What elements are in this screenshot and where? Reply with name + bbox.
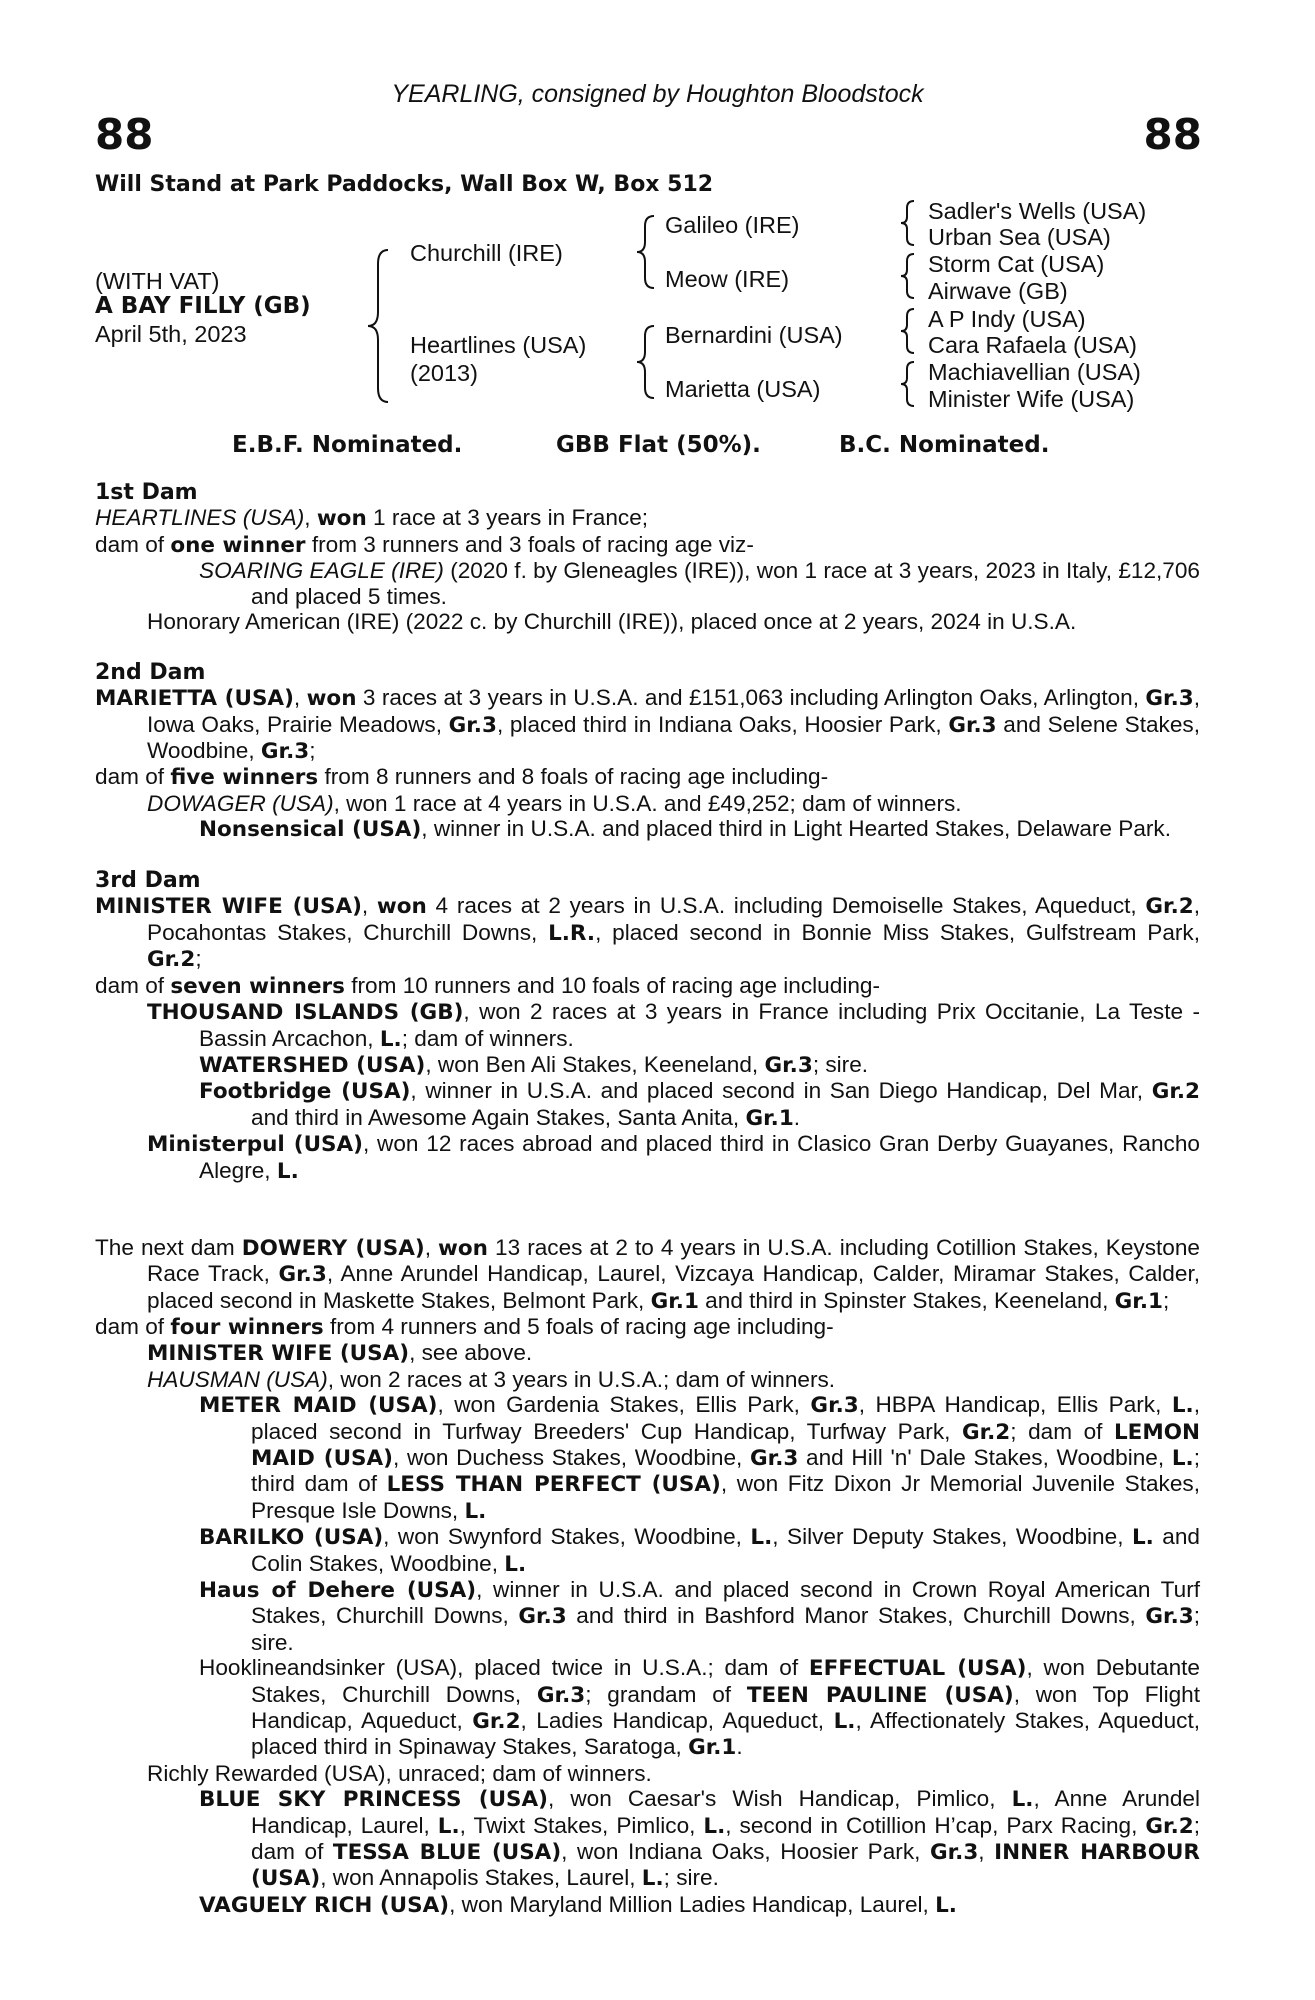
- first-dam-heading: 1st Dam: [95, 480, 198, 505]
- ancestor-6: Cara Rafaela (USA): [928, 332, 1137, 358]
- second-dam-section: [95, 660, 1200, 843]
- offspring-dowager: DOWAGER (USA), won 1 race at 4 years in U.S.A. and £49,252; dam of winners.: [147, 790, 962, 816]
- third-dam-heading: 3rd Dam: [95, 868, 201, 894]
- sire: Churchill (IRE): [410, 240, 563, 266]
- offspring-nonsensical: Nonsensical (USA), winner in U.S.A. and placed third in Light Hearted Stakes, Delaware Park.: [199, 816, 1172, 843]
- nomination-bc: B.C. Nominated.: [839, 432, 1050, 458]
- third-dam-section: [95, 868, 1200, 1184]
- brace-g1: [898, 198, 918, 248]
- dam-sire: Bernardini (USA): [665, 322, 843, 348]
- dam-dam: Marietta (USA): [665, 376, 821, 402]
- brace-sire: [634, 212, 658, 292]
- horse-name: A BAY FILLY (GB): [95, 293, 311, 319]
- nomination-gbb: GBB Flat (50%).: [556, 432, 761, 458]
- sire-sire: Galileo (IRE): [665, 212, 800, 238]
- foaling-date: April 5th, 2023: [95, 321, 247, 347]
- brace-g2: [898, 251, 918, 301]
- sire-dam: Meow (IRE): [665, 266, 790, 292]
- brace-gen1: [364, 246, 394, 406]
- offspring-haus-of-dehere: Haus of Dehere (USA), winner in U.S.A. and placed second in Crown Royal American Turf Stakes, Churchill Downs, Gr.3 and third in Bashford Manor Stakes, Churchill Downs, Gr.3; sire.: [199, 1577, 1200, 1655]
- offspring-meter-maid: METER MAID (USA), won Gardenia Stakes, Ellis Park, Gr.3, HBPA Handicap, Ellis Park, L., placed second in Turfway Breeders' Cup Handicap, Turfway Park, Gr.2; dam of LEMON MAID (USA), won Duchess Stakes, Woodbine, Gr.3 and Hill 'n' Dale Stakes, Woodbine, L.; third dam of LESS THAN PERFECT (USA), won Fitz Dixon Jr Memorial Juvenile Stakes, Presque Isle Downs, L.: [199, 1392, 1201, 1524]
- next-dam-section: [95, 1235, 1200, 1919]
- next-dam-produce: dam of four winners from 4 runners and 5 foals of racing age including-: [95, 1313, 834, 1340]
- offspring-soaring-eagle: SOARING EAGLE (IRE) (2020 f. by Gleneagles (IRE)), won 1 race at 3 years, 2023 in Italy, £12,706 and placed 5 times.: [199, 558, 1200, 609]
- offspring-watershed: WATERSHED (USA), won Ben Ali Stakes, Keeneland, Gr.3; sire.: [199, 1051, 869, 1078]
- third-dam-record: MINISTER WIFE (USA), won 4 races at 2 years in U.S.A. including Demoiselle Stakes, Aqueduct, Gr.2, Pocahontas Stakes, Churchill Downs, L.R., placed second in Bonnie Miss Stakes, Gulfstream Park, Gr.2;: [95, 893, 1200, 973]
- ancestor-8: Minister Wife (USA): [928, 386, 1135, 412]
- ancestor-4: Airwave (GB): [928, 278, 1068, 304]
- ancestor-1: Sadler's Wells (USA): [928, 198, 1147, 224]
- first-dam-record: HEARTLINES (USA), won 1 race at 3 years in France;: [95, 505, 649, 532]
- offspring-vaguely-rich: VAGUELY RICH (USA), won Maryland Million Ladies Handicap, Laurel, L.: [199, 1891, 957, 1918]
- second-dam-record: MARIETTA (USA), won 3 races at 3 years in U.S.A. and £151,063 including Arlington Oaks, Arlington, Gr.3, Iowa Oaks, Prairie Meadows, Gr.3, placed third in Indiana Oaks, Hoosier Park, Gr.3 and Selene Stakes, Woodbine, Gr.3;: [95, 685, 1200, 765]
- won-label: won: [316, 506, 367, 532]
- offspring-blue-sky-princess: BLUE SKY PRINCESS (USA), won Caesar's Wish Handicap, Pimlico, L., Anne Arundel Handicap, Laurel, L., Twixt Stakes, Pimlico, L., second in Cotillion H’cap, Parx Racing, Gr.2; dam of TESSA BLUE (USA), won Indiana Oaks, Hoosier Park, Gr.3, INNER HARBOUR (USA), won Annapolis Stakes, Laurel, L.; sire.: [199, 1786, 1200, 1892]
- ancestor-7: Machiavellian (USA): [928, 359, 1141, 385]
- nomination-ebf: E.B.F. Nominated.: [232, 432, 463, 458]
- offspring-hausman: HAUSMAN (USA), won 2 races at 3 years in U.S.A.; dam of winners.: [147, 1366, 836, 1392]
- vat-note: (WITH VAT): [95, 268, 220, 294]
- brace-g4: [898, 359, 918, 409]
- offspring-footbridge: Footbridge (USA), winner in U.S.A. and placed second in San Diego Handicap, Del Mar, Gr.2 and third in Awesome Again Stakes, Santa Anita, Gr.1.: [199, 1078, 1200, 1131]
- second-dam-produce: dam of five winners from 8 runners and 8 foals of racing age including-: [95, 764, 829, 791]
- dam: Heartlines (USA): [410, 332, 587, 358]
- first-dam-produce: dam of one winner from 3 runners and 3 foals of racing age viz-: [95, 531, 754, 558]
- offspring-thousand-islands: THOUSAND ISLANDS (GB), won 2 races at 3 years in France including Prix Occitanie, La Teste - Bassin Arcachon, L.; dam of winners.: [147, 999, 1200, 1052]
- stabling-info: Will Stand at Park Paddocks, Wall Box W, Box 512: [95, 172, 714, 197]
- offspring-hooklineandsinker: Hooklineandsinker (USA), placed twice in U.S.A.; dam of EFFECTUAL (USA), won Debutante Stakes, Churchill Downs, Gr.3; grandam of TEEN PAULINE (USA), won Top Flight Handicap, Aqueduct, Gr.2, Ladies Handicap, Aqueduct, L., Affectionately Stakes, Aqueduct, placed third in Spinaway Stakes, Saratoga, Gr.1.: [199, 1655, 1201, 1761]
- ancestor-3: Storm Cat (USA): [928, 251, 1105, 277]
- ancestor-5: A P Indy (USA): [928, 306, 1086, 332]
- lot-number-left: 88: [95, 110, 154, 159]
- offspring-ministerpul: Ministerpul (USA), won 12 races abroad and placed third in Clasico Gran Derby Guayanes, Rancho Alegre, L.: [147, 1131, 1200, 1184]
- consignor-line: YEARLING, consigned by Houghton Bloodstock: [391, 80, 924, 108]
- lot-number-right: 88: [1143, 110, 1202, 159]
- offspring-richly-rewarded: Richly Rewarded (USA), unraced; dam of winners.: [147, 1760, 652, 1786]
- offspring-barilko: BARILKO (USA), won Swynford Stakes, Woodbine, L., Silver Deputy Stakes, Woodbine, L. and Colin Stakes, Woodbine, L.: [199, 1524, 1200, 1577]
- second-dam-heading: 2nd Dam: [95, 659, 206, 685]
- dam-year: (2013): [410, 360, 478, 386]
- next-dam-record: The next dam DOWERY (USA), won 13 races at 2 to 4 years in U.S.A. including Cotillion Stakes, Keystone Race Track, Gr.3, Anne Arundel Handicap, Laurel, Vizcaya Handicap, Calder, Miramar Stakes, Calder, placed second in Maskette Stakes, Belmont Park, Gr.1 and third in Spinster Stakes, Keeneland, Gr.1;: [95, 1234, 1200, 1314]
- brace-dam: [634, 322, 658, 402]
- ancestor-2: Urban Sea (USA): [928, 224, 1111, 250]
- second-dam-name: MARIETTA (USA): [95, 686, 294, 712]
- third-dam-produce: dam of seven winners from 10 runners and 10 foals of racing age including-: [95, 972, 880, 999]
- brace-g3: [898, 306, 918, 356]
- first-dam-section: [95, 480, 1200, 634]
- offspring-honorary-american: Honorary American (IRE) (2022 c. by Churchill (IRE)), placed once at 2 years, 2024 in U.S.A.: [147, 609, 1077, 635]
- first-dam-name: HEARTLINES (USA): [95, 505, 305, 531]
- offspring-minister-wife: MINISTER WIFE (USA), see above.: [147, 1340, 533, 1367]
- catalogue-body: [95, 480, 1200, 1918]
